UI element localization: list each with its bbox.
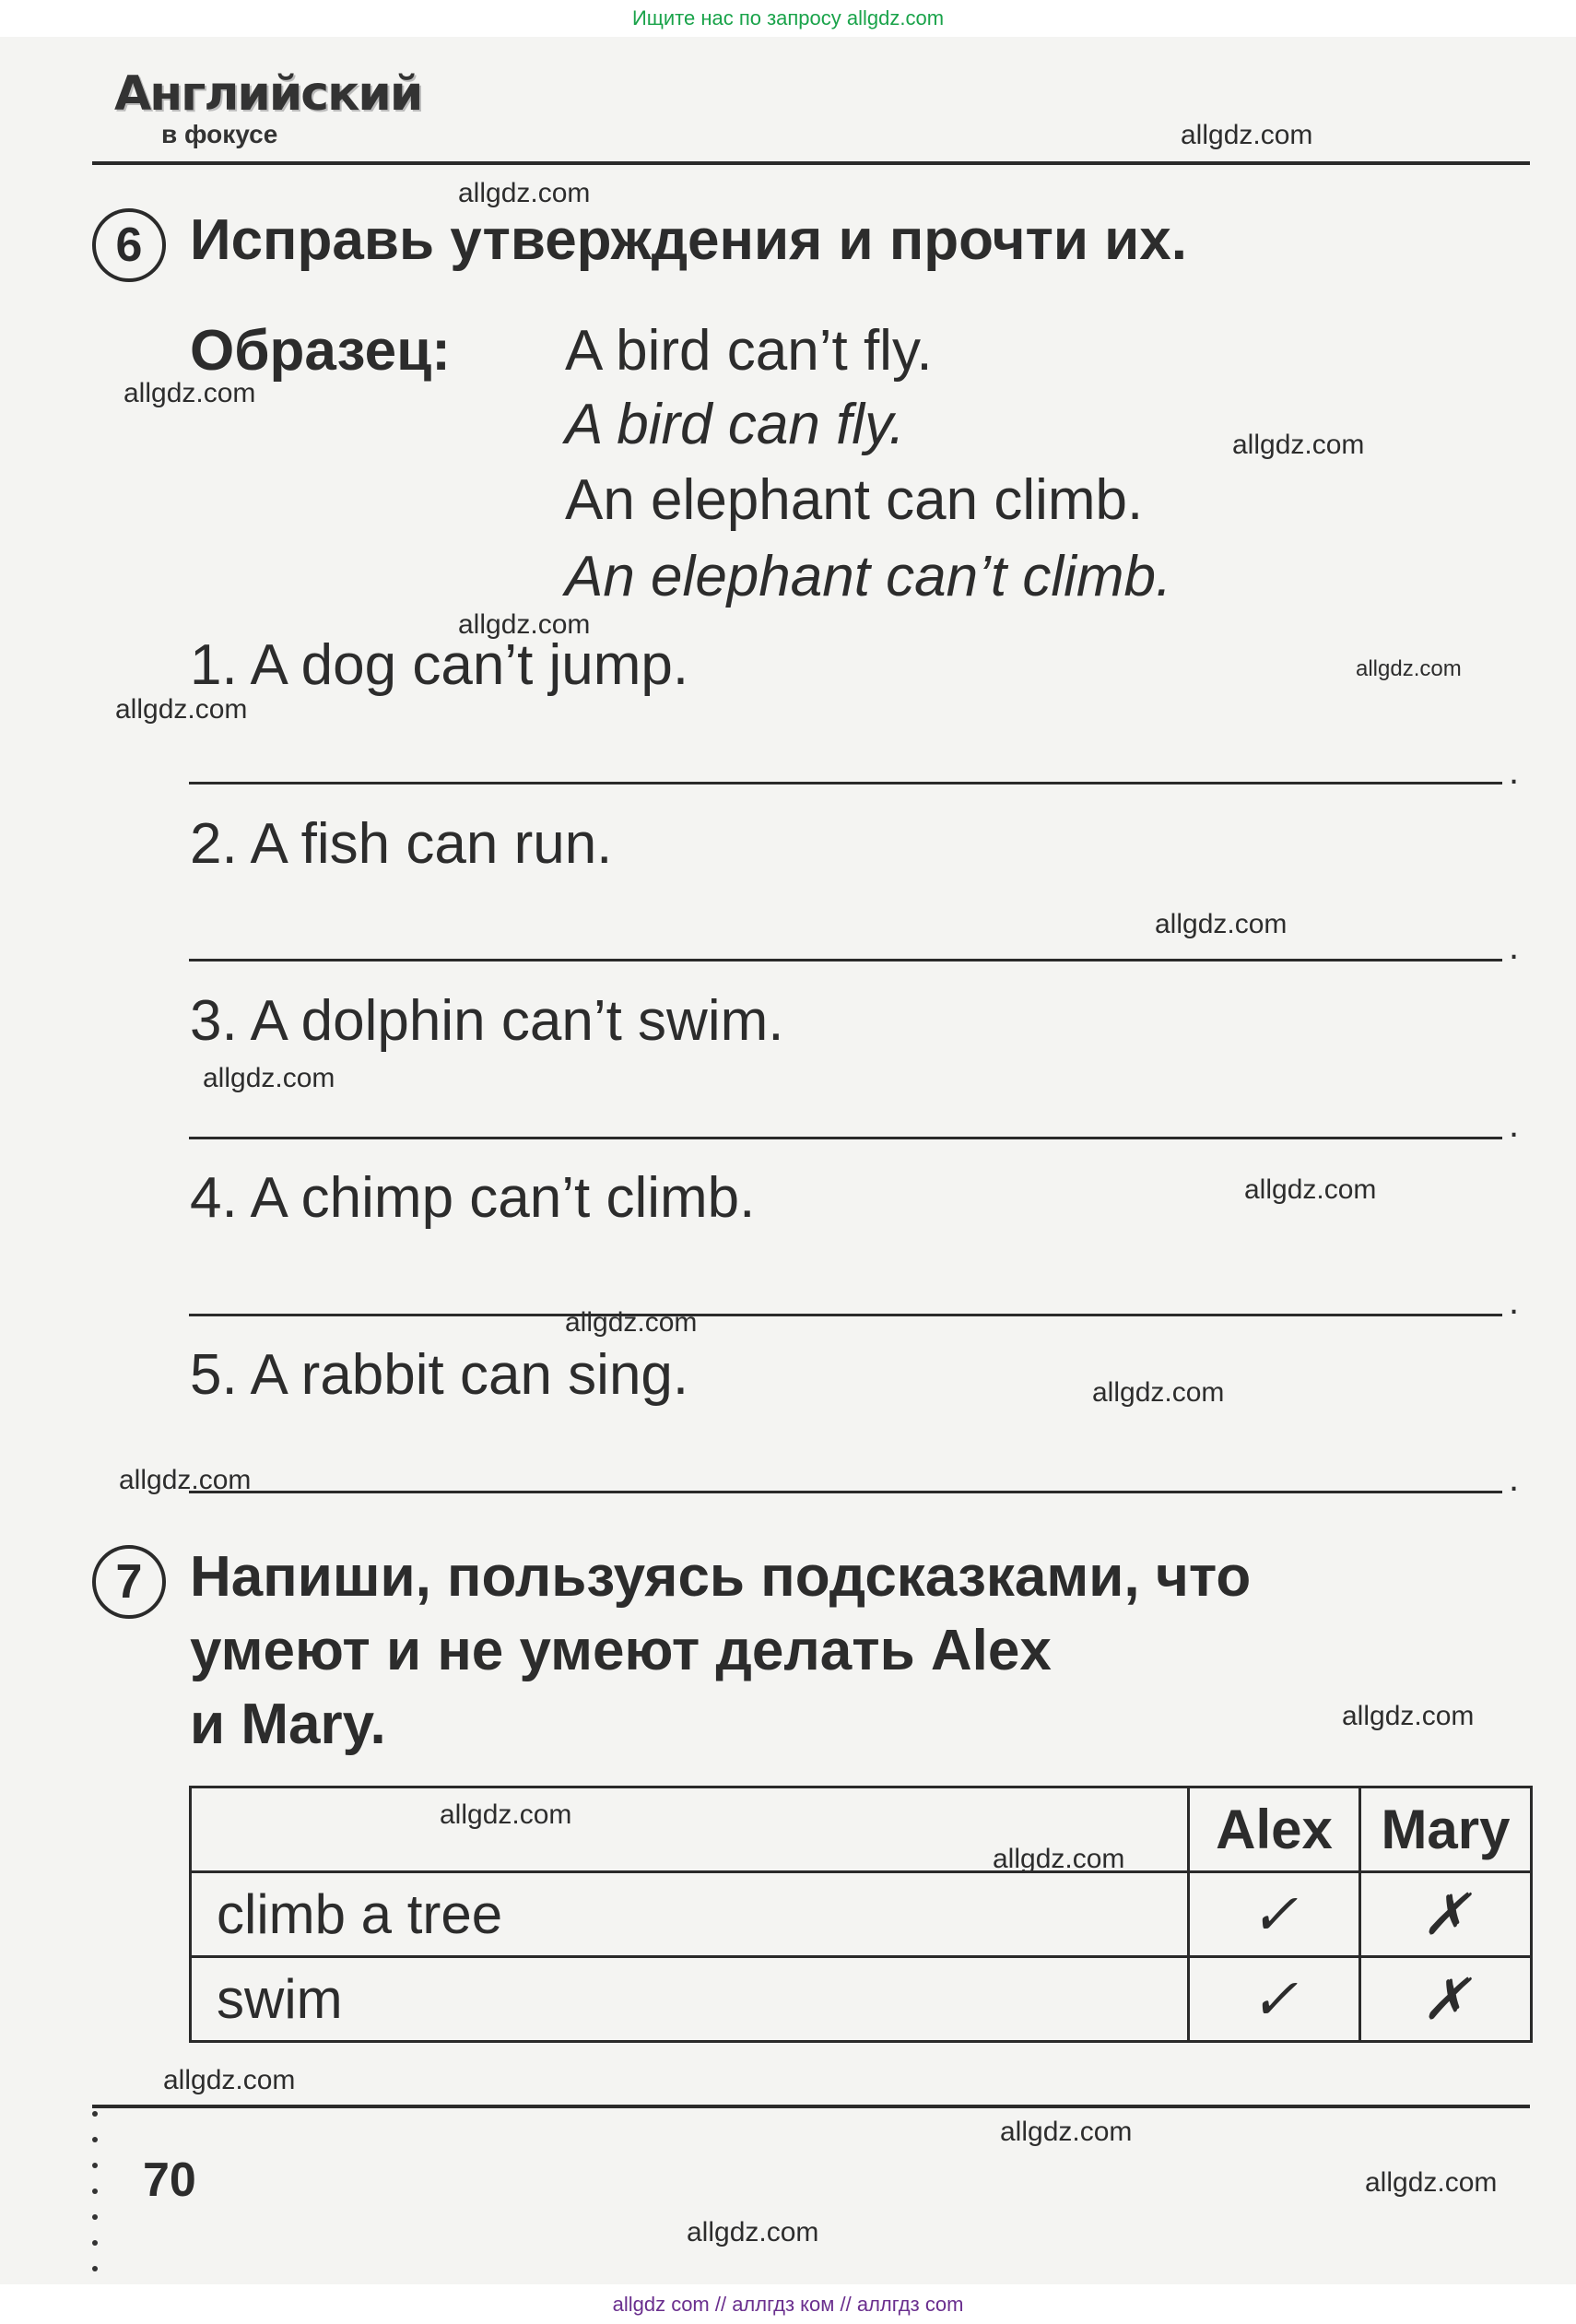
task6-title: Исправь утверждения и прочти их. xyxy=(190,208,1188,272)
answer-dot-5: . xyxy=(1509,1458,1520,1499)
table-header-row xyxy=(191,1787,1532,1872)
exercise-3: 3. A dolphin can’t swim. xyxy=(190,989,784,1053)
watermark: allgdz.com xyxy=(1181,120,1313,150)
answer-line-3[interactable] xyxy=(189,1137,1502,1139)
watermark: allgdz.com xyxy=(458,178,591,208)
cross-icon: ✗ xyxy=(1360,1957,1532,2042)
table-row xyxy=(191,1872,1532,1957)
watermark: allgdz.com xyxy=(440,1799,572,1830)
logo-subtitle: в фокусе xyxy=(161,120,278,148)
table-row xyxy=(191,1957,1532,2042)
watermark: allgdz.com xyxy=(163,2065,296,2095)
sample-line-2: A bird can fly. xyxy=(565,393,905,456)
exercise-1: 1. A dog can’t jump. xyxy=(190,633,689,697)
sample-line-3: An elephant can climb. xyxy=(565,468,1144,532)
watermark: allgdz.com xyxy=(1155,909,1288,939)
answer-dot-3: . xyxy=(1509,1104,1520,1145)
exercise-5: 5. A rabbit can sing. xyxy=(190,1343,689,1407)
watermark: allgdz.com xyxy=(1000,2117,1133,2147)
bottom-banner: allgdz com // аллгдз ком // аллгдз com xyxy=(0,2284,1576,2324)
check-icon: ✓ xyxy=(1189,1957,1360,2042)
watermark: allgdz.com xyxy=(565,1307,698,1338)
watermark: allgdz.com xyxy=(687,2217,819,2247)
exercise-4: 4. A chimp can’t climb. xyxy=(190,1166,756,1230)
task6-number: 6 xyxy=(92,208,166,282)
answer-dot-1: . xyxy=(1509,751,1520,792)
task7-title-line2: умеют и не умеют делать Alex xyxy=(190,1619,1052,1682)
cross-icon: ✗ xyxy=(1360,1872,1532,1957)
logo-title: Английский xyxy=(114,66,422,122)
header-alex: Alex xyxy=(1189,1787,1360,1872)
header-mary: Mary xyxy=(1360,1787,1532,1872)
task7-title-line1: Напиши, пользуясь подсказками, что xyxy=(190,1545,1252,1609)
watermark: allgdz.com xyxy=(1232,430,1365,460)
page-number: 70 xyxy=(143,2153,196,2207)
task7-title-line3: и Mary. xyxy=(190,1693,386,1756)
watermark: allgdz.com xyxy=(1092,1377,1225,1408)
watermark: allgdz.com xyxy=(1365,2167,1498,2198)
answer-line-1[interactable] xyxy=(189,782,1502,784)
watermark: allgdz.com xyxy=(115,694,248,725)
sample-line-1: A bird can’t fly. xyxy=(565,319,933,383)
task7-number: 7 xyxy=(92,1545,166,1619)
header-rule xyxy=(92,161,1530,165)
sample-line-4: An elephant can’t climb. xyxy=(565,545,1172,608)
watermark: allgdz.com xyxy=(119,1465,252,1495)
check-icon: ✓ xyxy=(1189,1872,1360,1957)
answer-line-5[interactable] xyxy=(189,1491,1502,1493)
answer-line-4[interactable] xyxy=(189,1314,1502,1316)
exercise-2: 2. A fish can run. xyxy=(190,812,613,876)
watermark: allgdz.com xyxy=(1244,1174,1377,1205)
answer-dot-2: . xyxy=(1509,926,1520,967)
answer-dot-4: . xyxy=(1509,1281,1520,1322)
watermark: allgdz.com xyxy=(993,1844,1125,1874)
abilities-table xyxy=(189,1786,1533,2043)
watermark: allgdz.com xyxy=(1342,1701,1475,1731)
activity-cell: swim xyxy=(191,1957,1189,2042)
activity-cell: climb a tree xyxy=(191,1872,1189,1957)
answer-line-2[interactable] xyxy=(189,959,1502,961)
watermark: allgdz.com xyxy=(1356,656,1462,681)
watermark: allgdz.com xyxy=(458,609,591,640)
watermark: allgdz.com xyxy=(123,378,256,408)
footer-rule xyxy=(92,2105,1530,2108)
top-banner: Ищите нас по запросу allgdz.com xyxy=(0,0,1576,37)
sample-label: Образец: xyxy=(190,319,451,383)
watermark: allgdz.com xyxy=(203,1063,335,1093)
